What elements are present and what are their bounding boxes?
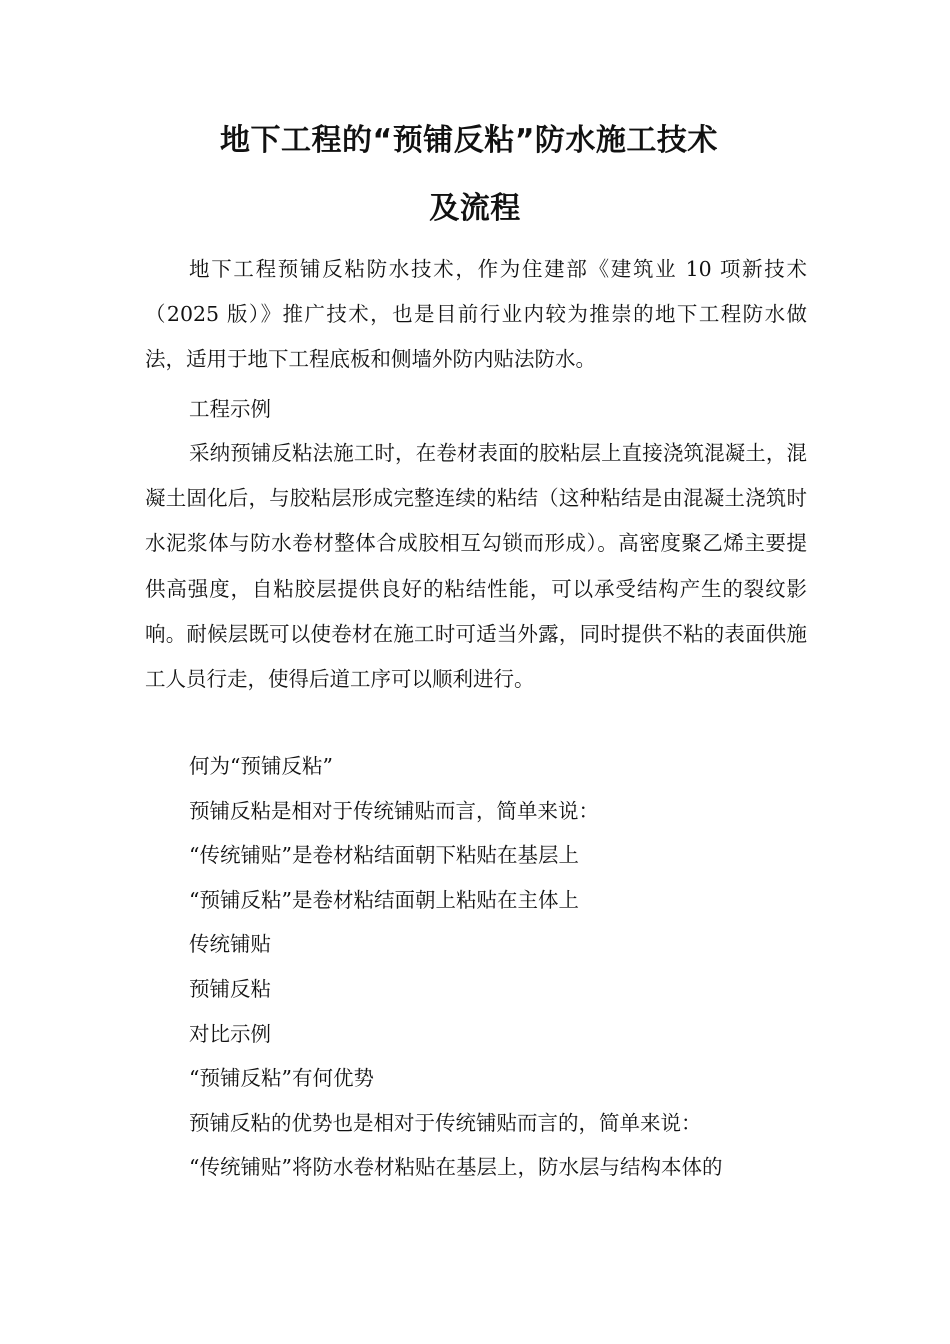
label-traditional: 传统铺贴 (189, 932, 271, 956)
heading-advantage: “预铺反粘”有何优势 (189, 1066, 374, 1090)
last-line: “传统铺贴”将防水卷材粘贴在基层上，防水层与结构本体的 (189, 1155, 723, 1179)
label-preapplied: 预铺反粘 (189, 977, 271, 1001)
label-compare: 对比示例 (189, 1022, 271, 1046)
heading-example: 工程示例 (189, 397, 271, 421)
document-title-line-1: 地下工程的“预铺反粘”防水施工技术 (220, 123, 718, 158)
heading-what-is: 何为“预铺反粘” (189, 754, 333, 778)
example-paragraph: 采纳预铺反粘法施工时，在卷材表面的胶粘层上直接浇筑混凝土，混凝土固化后，与胶粘层形成完整连续的粘结（这种粘结是由混凝土浇筑时水泥浆体与防水卷材整体合成胶相互勾锁而形成）。高密度聚乙烯主要提供高强度，自粘胶层提供良好的粘结性能，可以承受结构产生的裂纹影响。耐候层既可以使卷材在施工时可适当外露，同时提供不粘的表面供施工人员行走，使得后道工序可以顺利进行。 (145, 441, 807, 692)
relative-text: 预铺反粘是相对于传统铺贴而言，简单来说： (189, 799, 599, 823)
preapplied-definition: “预铺反粘”是卷材粘结面朝上粘贴在主体上 (189, 888, 579, 912)
traditional-definition: “传统铺贴”是卷材粘结面朝下粘贴在基层上 (189, 843, 579, 867)
advantage-intro: 预铺反粘的优势也是相对于传统铺贴而言的，简单来说： (189, 1111, 702, 1135)
intro-paragraph: 地下工程预铺反粘防水技术，作为住建部《建筑业 10 项新技术（2025 版）》推广技术，也是目前行业内较为推崇的地下工程防水做法，适用于地下工程底板和侧墙外防内贴法防水。 (145, 257, 807, 372)
document-title-line-2: 及流程 (429, 191, 521, 226)
